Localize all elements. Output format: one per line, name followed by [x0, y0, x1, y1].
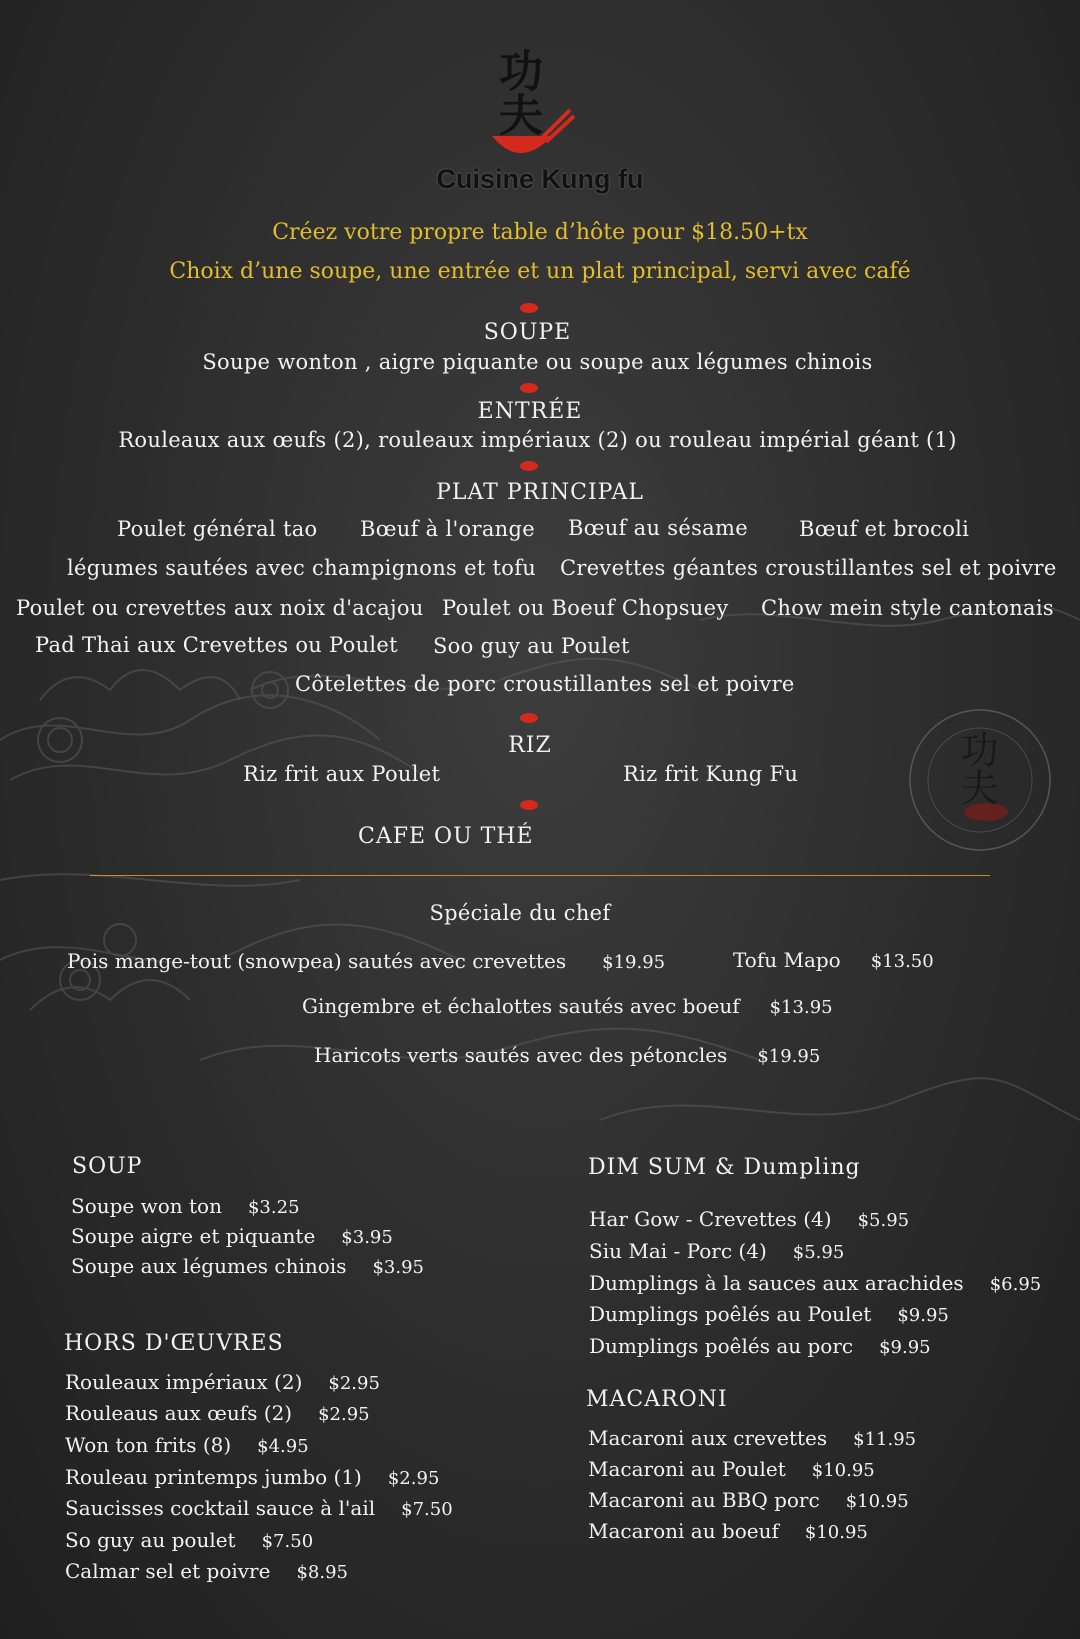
stamp-characters: 功夫	[954, 730, 998, 806]
soup-item	[71, 1194, 300, 1218]
item-price: $10.95	[811, 1460, 875, 1481]
entree-heading: ENTRÉE	[477, 399, 583, 424]
item-price: $3.95	[372, 1257, 424, 1278]
item-price: $2.95	[328, 1373, 380, 1394]
dimsum-item	[589, 1207, 909, 1231]
macaroni-item	[588, 1426, 916, 1450]
hors-heading: HORS D'ŒUVRES	[64, 1331, 284, 1356]
item-name: Dumplings poêlés au Poulet	[589, 1302, 872, 1326]
item-price: $7.50	[401, 1499, 453, 1520]
plat-heading: PLAT PRINCIPAL	[436, 480, 644, 505]
item-name: Macaroni aux crevettes	[588, 1426, 828, 1450]
item-price: $6.95	[989, 1274, 1042, 1295]
chef-item-name: Tofu Mapo	[733, 948, 841, 972]
soupe-text: Soupe wonton , aigre piquante ou soupe aux légumes chinois	[202, 350, 873, 374]
item-name: Saucisses cocktail sauce à l'ail	[65, 1496, 376, 1520]
item-price: $3.95	[341, 1227, 393, 1248]
item-name: Soupe won ton	[71, 1194, 222, 1218]
chef-item-price: $19.95	[757, 1046, 821, 1067]
plat-item: Bœuf et brocoli	[799, 517, 970, 541]
chef-item-price: $19.95	[602, 952, 666, 973]
item-price: $11.95	[853, 1429, 917, 1450]
plat-item: légumes sautées avec champignons et tofu	[67, 556, 537, 580]
chef-item	[314, 1043, 820, 1067]
section-divider	[90, 875, 990, 876]
dimsum-item	[589, 1271, 1041, 1295]
intro-line-1: Créez votre propre table d’hôte pour $18.50+tx	[272, 220, 808, 245]
soupe-heading: SOUPE	[483, 320, 572, 345]
item-price: $3.25	[247, 1197, 300, 1218]
dimsum-heading: DIM SUM & Dumpling	[588, 1155, 861, 1180]
plat-item: Poulet général tao	[117, 517, 318, 541]
riz-item: Riz frit Kung Fu	[623, 762, 799, 786]
plat-item: Bœuf au sésame	[568, 516, 748, 540]
item-price: $10.95	[804, 1522, 868, 1543]
chef-heading: Spéciale du chef	[429, 901, 611, 925]
dimsum-item	[589, 1239, 844, 1263]
item-name: Macaroni au boeuf	[588, 1519, 779, 1543]
soup-item	[71, 1254, 424, 1278]
item-price: $9.95	[879, 1337, 931, 1358]
item-name: Soupe aux légumes chinois	[71, 1254, 347, 1278]
item-name: Dumplings poêlés au porc	[589, 1334, 854, 1358]
dimsum-item	[589, 1334, 931, 1358]
chef-item-name: Gingembre et échalottes sautés avec boeuf	[302, 994, 740, 1018]
item-name: Soupe aigre et piquante	[71, 1224, 316, 1248]
hors-item	[65, 1433, 309, 1457]
item-price: $7.50	[261, 1531, 314, 1552]
hors-item	[65, 1496, 453, 1520]
dimsum-item	[589, 1302, 949, 1326]
item-price: $9.95	[897, 1305, 949, 1326]
red-bowl-divider-icon	[518, 380, 540, 394]
chef-item	[67, 949, 665, 973]
hors-item	[65, 1401, 370, 1425]
chef-item	[733, 948, 934, 972]
red-bowl-divider-icon	[518, 458, 540, 472]
chef-item-name: Haricots verts sautés avec des pétoncles	[314, 1043, 728, 1067]
cafe-heading: CAFE OU THÉ	[358, 824, 534, 849]
macaroni-item	[588, 1519, 868, 1543]
item-name: Har Gow - Crevettes (4)	[589, 1207, 832, 1231]
item-price: $4.95	[257, 1436, 309, 1457]
macaroni-item	[588, 1488, 909, 1512]
item-name: Rouleau printemps jumbo (1)	[65, 1465, 362, 1489]
item-name: Rouleaux impériaux (2)	[65, 1370, 303, 1394]
entree-text: Rouleaux aux œufs (2), rouleaux impériaux (2) ou rouleau impérial géant (1)	[118, 428, 957, 452]
item-name: Macaroni au Poulet	[588, 1457, 786, 1481]
plat-item: Soo guy au Poulet	[433, 634, 630, 658]
hors-item	[65, 1465, 439, 1489]
plat-item: Côtelettes de porc croustillantes sel et poivre	[295, 672, 795, 696]
red-bowl-divider-icon	[518, 797, 540, 811]
item-price: $2.95	[318, 1404, 370, 1425]
chef-item	[302, 994, 833, 1018]
item-name: So guy au poulet	[65, 1528, 236, 1552]
item-name: Dumplings à la sauces aux arachides	[589, 1271, 964, 1295]
item-name: Calmar sel et poivre	[65, 1559, 271, 1583]
hors-item	[65, 1370, 380, 1394]
item-price: $8.95	[296, 1562, 348, 1583]
item-price: $5.95	[857, 1210, 910, 1231]
red-bowl-divider-icon	[518, 300, 540, 314]
hors-item	[65, 1559, 348, 1583]
chef-item-name: Pois mange-tout (snowpea) sautés avec crevettes	[67, 949, 567, 973]
item-price: $2.95	[387, 1468, 440, 1489]
soup-heading: SOUP	[72, 1154, 143, 1179]
chef-item-price: $13.95	[769, 997, 833, 1018]
logo	[470, 48, 610, 168]
riz-heading: RIZ	[508, 733, 552, 758]
riz-item: Riz frit aux Poulet	[243, 762, 441, 786]
hors-item	[65, 1528, 313, 1552]
macaroni-heading: MACARONI	[586, 1387, 728, 1412]
logo-characters: 功夫	[491, 48, 542, 136]
plat-item: Chow mein style cantonais	[761, 596, 1054, 620]
brand-name: Cuisine Kung fu	[436, 164, 644, 194]
item-price: $10.95	[845, 1491, 909, 1512]
chef-item-price: $13.50	[870, 951, 934, 972]
item-price: $5.95	[792, 1242, 845, 1263]
macaroni-item	[588, 1457, 875, 1481]
intro-line-2: Choix d’une soupe, une entrée et un plat principal, servi avec café	[169, 259, 911, 284]
item-name: Macaroni au BBQ porc	[588, 1488, 820, 1512]
plat-item: Crevettes géantes croustillantes sel et poivre	[560, 556, 1057, 580]
plat-item: Bœuf à l'orange	[360, 517, 535, 541]
plat-item: Pad Thai aux Crevettes ou Poulet	[35, 633, 398, 657]
item-name: Won ton frits (8)	[65, 1433, 232, 1457]
soup-item	[71, 1224, 393, 1248]
red-bowl-divider-icon	[518, 710, 540, 724]
plat-item: Poulet ou crevettes aux noix d'acajou	[16, 596, 424, 620]
kitchen-stamp	[900, 700, 1060, 860]
item-name: Siu Mai - Porc (4)	[589, 1239, 767, 1263]
plat-item: Poulet ou Boeuf Chopsuey	[442, 596, 729, 620]
item-name: Rouleaus aux œufs (2)	[65, 1401, 293, 1425]
